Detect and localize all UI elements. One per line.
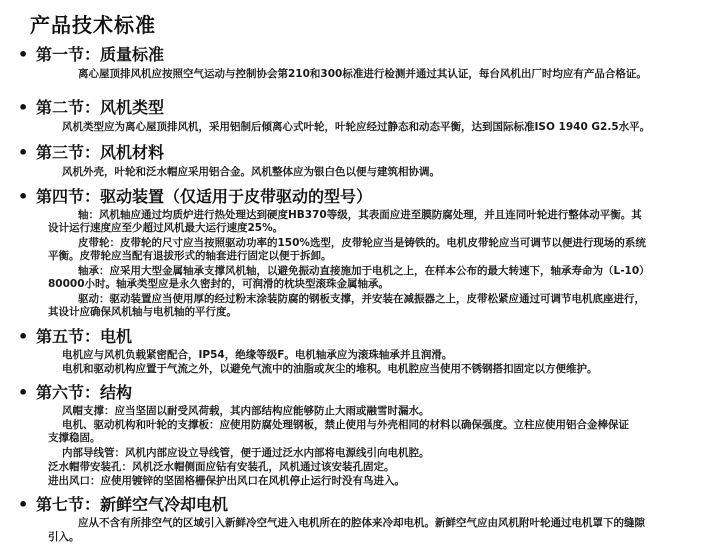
section-heading-2: • 第二节：风机类型	[18, 98, 165, 117]
section-6-line-4: 内部导线管：风机内部应设立导线管，便于通过泛水内部将电源线引向电机腔。	[62, 447, 430, 459]
bullet-icon: •	[18, 98, 29, 117]
section-4-line-4: 平衡。皮带轮应当配有退拔形式的轴套进行固定以便于拆卸。	[48, 250, 332, 262]
bullet-icon: •	[18, 143, 29, 162]
section-heading-6: • 第六节：结构	[18, 383, 133, 402]
section-7-line-2: 引入。	[48, 531, 80, 543]
section-4-line-5: 轴承：应采用大型金属轴承支撑风机轴，以避免振动直接施加于电机之上，在样本公布的最大转速下，轴承寿命为（L-10）	[78, 265, 650, 277]
section-heading-7: • 第七节：新鲜空气冷却电机	[18, 495, 229, 514]
section-heading-1: • 第一节：质量标准	[18, 45, 165, 64]
section-heading-5: • 第五节：电机	[18, 327, 133, 346]
bullet-icon: •	[18, 327, 29, 346]
section-6-line-1: 风帽支撑：应当坚固以耐受风荷载，其内部结构应能够防止大雨或融雪时漏水。	[62, 405, 430, 417]
section-6-line-5: 泛水帽带安装孔：风机泛水帽侧面应钻有安装孔，风机通过该安装孔固定。	[48, 461, 395, 473]
bullet-icon: •	[18, 495, 29, 514]
section-5-line-2: 电机和驱动机构应置于气流之外，以避免气流中的油脂或灰尘的堆积。电机腔应当使用不锈钢搭扣固定以方便维护。	[62, 363, 598, 375]
section-heading-4: • 第四节：驱动装置（仅适用于皮带驱动的型号）	[18, 187, 373, 206]
section-7-line-1: 应从不含有所排空气的区域引入新鲜冷空气进入电机所在的腔体来冷却电机。新鲜空气应由风机附叶轮通过电机罩下的缝隙	[78, 517, 645, 529]
section-4-line-6: 80000小时。轴承类型应是永久密封的，可润滑的枕块型滚珠金属轴承。	[48, 278, 390, 290]
bullet-icon: •	[18, 383, 29, 402]
bullet-icon: •	[18, 187, 29, 206]
section-4-line-1: 轴：风机轴应通过均质炉进行热处理达到硬度HB370等级，其表面应进至膜防腐处理，并且连同叶轮进行整体动平衡。其	[78, 209, 642, 221]
section-2-line-1: 风机类型应为离心屋顶排风机，采用铝制后倾离心式叶轮，叶轮应经过静态和动态平衡，达到国际标准ISO 1940 G2.5水平。	[62, 121, 651, 133]
section-3-line-1: 风机外壳，叶轮和泛水帽应采用铝合金。风机整体应为银白色以便与建筑相协调。	[62, 166, 440, 178]
section-6-line-2: 电机、驱动机构和叶轮的支撑板：应使用防腐处理钢板，禁止使用与外壳相同的材料以确保强度。立柱应使用铝合金棒保证	[62, 419, 629, 431]
section-heading-3: • 第三节：风机材料	[18, 143, 165, 162]
section-6-line-3: 支撑稳固。	[48, 432, 101, 444]
page-title: 产品技术标准	[30, 13, 156, 37]
section-4-line-2: 设计运行速度应至少超过风机最大运行速度25%。	[48, 222, 284, 234]
section-1-line-1: 离心屋顶排风机应按照空气运动与控制协会第210和300标准进行检测并通过其认证，每台风机出厂时均应有产品合格证。	[78, 68, 647, 80]
section-6-line-6: 进出风口：应使用镀锌的坚固格栅保护出风口在风机停止运行时没有鸟进入。	[48, 475, 405, 487]
bullet-icon: •	[18, 45, 29, 64]
section-5-line-1: 电机应与风机负载紧密配合，IP54，绝缘等级F。电机轴承应为滚珠轴承并且润滑。	[62, 349, 453, 361]
section-4-line-3: 皮带轮：皮带轮的尺寸应当按照驱动功率的150%选型，皮带轮应当是铸铁的。电机皮带轮应当可调节以便进行现场的系统	[78, 237, 646, 249]
section-4-line-8: 其设计应确保风机轴与电机轴的平行度。	[48, 306, 237, 318]
section-4-line-7: 驱动：驱动装置应当使用厚的经过粉末涂装防腐的钢板支撑，并安装在减振器之上，皮带松紧应通过可调节电机底座进行，	[78, 293, 645, 305]
